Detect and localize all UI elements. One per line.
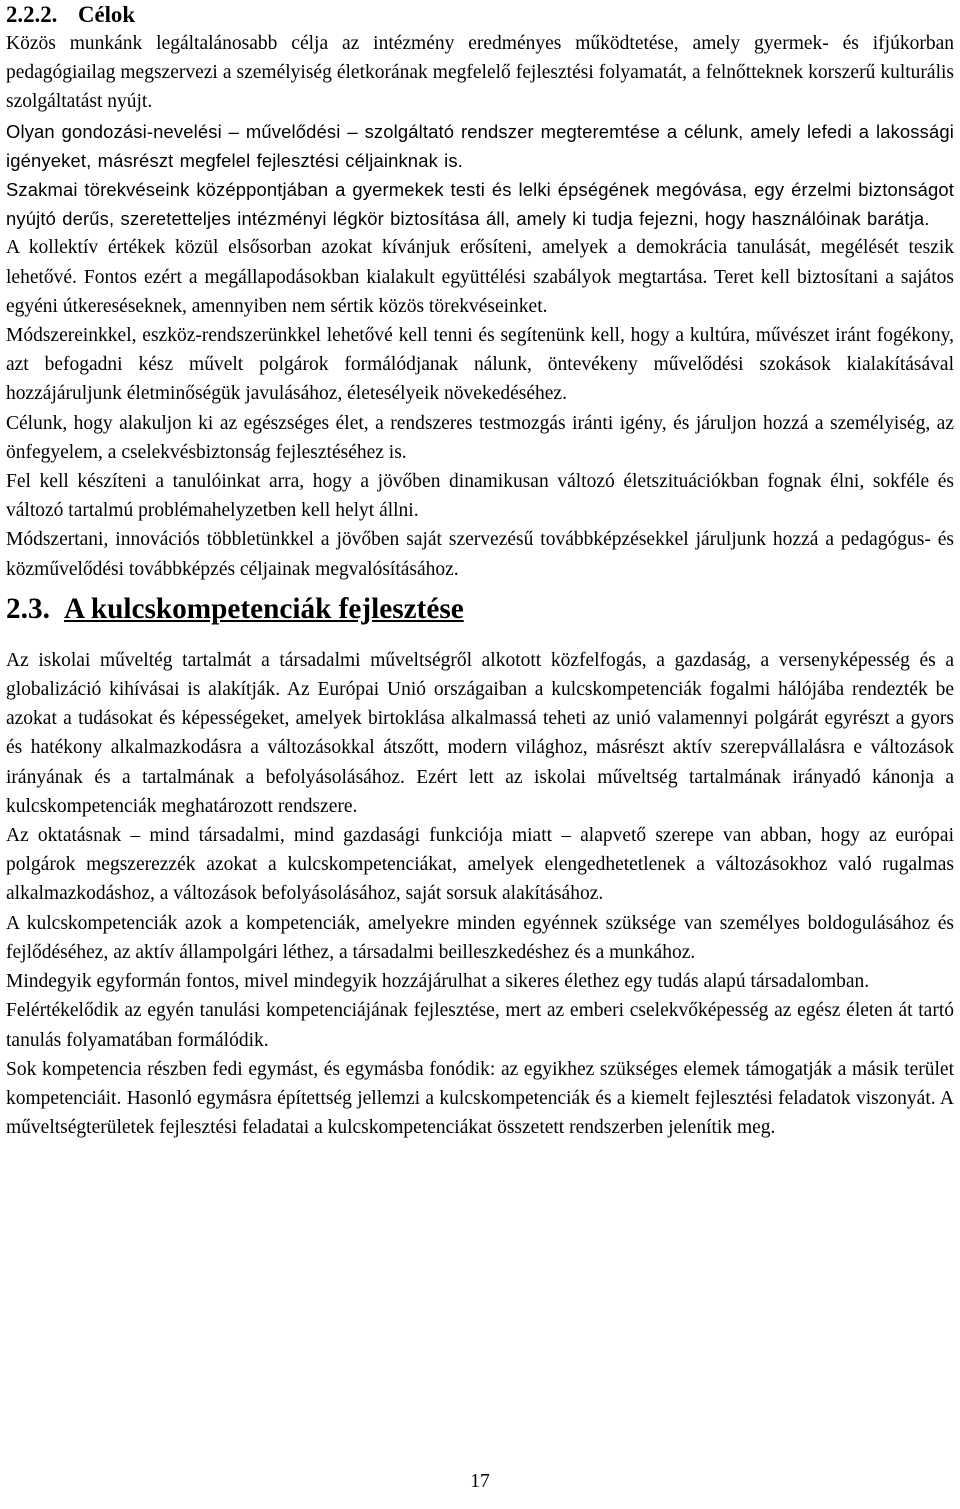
document-page bbox=[6, 0, 954, 1509]
goals-paragraph: Módszereinkkel, eszköz-rendszerünkkel lehetővé kell tenni és segítenünk kell, hogy a kultúra, művészet iránt fogékony, azt befogadni kész művelt polgárok formálódjanak nálunk, öntevékeny művelődési szokások kialakításával hozzájáruljunk életminőségük javulásához, életesélyeik növekedéséhez. bbox=[6, 325, 954, 405]
subsection-heading bbox=[6, 0, 954, 29]
competence-paragraph: Az oktatásnak – mind társadalmi, mind gazdasági funkciója miatt – alapvető szerepe van abban, hogy az európai polgárok megszerezzék azokat a kulcskompetenciákat, amelyek elengedhetetlenek a változásokhoz való rugalmas alkalmazkodáshoz, a változások befolyásolásához, saját sorsuk alakításához. bbox=[6, 825, 954, 905]
competence-paragraph: Az iskolai műveltég tartalmát a társadalmi műveltségről alkotott közfelfogás, a gazdaság, a versenyképesség és a globalizáció kihívásai is alakítják. Az Európai Unió országaiban a kulcskompetenciák fogalmi hálójába rendezték be azokat a tudásokat és képességeket, amelyek birtoklása alkalmassá teheti az unió valamennyi polgárát egyrészt a gyors és hatékony alkalmazkodásra a változásokkal átszőtt, modern világhoz, másrészt aktív szerepvállalásra e változások irányának és a tartalmának a befolyásolásához. Ezért lett az iskolai műveltség tartalmának irányadó kánonja a kulcskompetenciák meghatározott rendszere. bbox=[6, 649, 954, 817]
competence-paragraph: A kulcskompetenciák azok a kompetenciák, amelyekre minden egyénnek szüksége van személyes boldogulásához és fejlődéséhez, az aktív állampolgári léthez, a társadalmi beilleszkedéshez és a munkához. bbox=[6, 912, 954, 963]
goals-paragraph: A kollektív értékek közül elsősorban azokat kívánjuk erősíteni, amelyek a demokrácia tanulását, megélését teszik lehetővé. Fontos ezért a megállapodásokban kialakult együttélési szabályok megtartása. Teret kell biztosítani a sajátos egyéni útkereséseknek, amennyiben nem sértik közös törekvéseinket. bbox=[6, 237, 954, 317]
goals-paragraph: Közös munkánk legáltalánosabb célja az intézmény eredményes működtetése, amely gyermek- és ifjúkorban pedagógiailag megszervezi a személyiség életkorának megfelelő fejlesztési folyamatát, a felnőtteknek korszerű kulturális szolgáltatást nyújt. bbox=[6, 33, 954, 113]
section-heading bbox=[6, 592, 954, 625]
goals-paragraph: Szakmai törekvéseink középpontjában a gyermekek testi és lelki épségének megóvása, egy érzelmi biztonságot nyújtó derűs, szeretetteljes intézményi légkör biztosítása áll, amely ki tudja fejezni, hogy használóinak barátja. bbox=[6, 179, 954, 230]
subsection-number: 2.2.2. bbox=[6, 2, 58, 27]
goals-paragraph: Fel kell készíteni a tanulóinkat arra, hogy a jövőben dinamikusan változó életszituációkban fognak élni, sokféle és változó tartalmú problémahelyzetben kell helyt állni. bbox=[6, 471, 954, 522]
page-number: 17 bbox=[470, 1471, 490, 1492]
goals-paragraph: Célunk, hogy alakuljon ki az egészséges élet, a rendszeres testmozgás iránti igény, és járuljon hozzá a személyiség, az önfegyelem, a cselekvésbiztonság fejlesztéséhez is. bbox=[6, 412, 954, 463]
competence-paragraph: Sok kompetencia részben fedi egymást, és egymásba fonódik: az egyikhez szükséges elemek támogatják a másik terület kompetenciáit. Hasonló egymásra építettség jellemzi a kulcskompetenciák és a kiemelt fejlesztési feladatok viszonyát. A műveltségterületek fejlesztési feladatai a kulcskompetenciákat összetett rendszerben jelenítik meg. bbox=[6, 1058, 954, 1139]
competence-paragraph: Felértékelődik az egyén tanulási kompetenciájának fejlesztése, mert az emberi cselekvőképesség az egész életen át tartó tanulás folyamatában formálódik. bbox=[6, 1000, 954, 1051]
section-title: A kulcskompetenciák fejlesztése bbox=[64, 592, 464, 625]
subsection-title: Célok bbox=[78, 2, 135, 27]
competence-paragraph: Mindegyik egyformán fontos, mivel mindegyik hozzájárulhat a sikeres élethez egy tudás alapú társadalomban. bbox=[6, 971, 870, 993]
goals-paragraph: Módszertani, innovációs többletünkkel a jövőben saját szervezésű továbbképzésekkel járuljunk hozzá a pedagógus- és közművelődési továbbképzés céljainak megvalósításához. bbox=[6, 529, 954, 580]
section-number: 2.3. bbox=[6, 592, 50, 625]
goals-paragraph: Olyan gondozási-nevelési – művelődési – szolgáltató rendszer megteremtése a célunk, amely lefedi a lakossági igényeket, másrészt megfelel fejlesztési céljainknak is. bbox=[6, 120, 954, 171]
